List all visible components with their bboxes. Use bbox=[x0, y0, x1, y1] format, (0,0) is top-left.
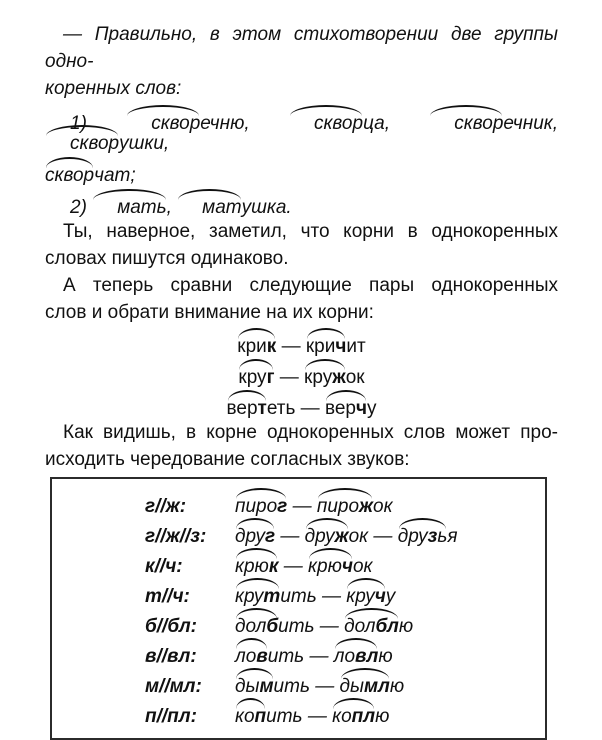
word-part: кру bbox=[346, 586, 375, 607]
alternating-letter: ж bbox=[334, 526, 349, 547]
alternating-letter: г bbox=[266, 367, 275, 388]
word-part: ечню bbox=[200, 113, 245, 134]
word-part: сквор bbox=[45, 165, 95, 186]
root-arc bbox=[344, 617, 399, 636]
root-arc bbox=[235, 587, 280, 606]
word-part: ок bbox=[373, 496, 393, 517]
text-line: слов и обрати внимание на их корни: bbox=[45, 302, 374, 323]
word-part: я bbox=[447, 526, 458, 547]
word bbox=[304, 367, 365, 388]
word bbox=[235, 616, 315, 637]
word-part: ь bbox=[437, 526, 448, 547]
root-arc bbox=[45, 166, 94, 186]
root-arc bbox=[235, 707, 266, 726]
alternation-row bbox=[145, 636, 541, 666]
word bbox=[344, 616, 413, 637]
word bbox=[235, 586, 317, 607]
alternation-label: т//ч: bbox=[145, 586, 190, 607]
text-line: крик — кричит bbox=[237, 336, 366, 357]
word-part: ца bbox=[363, 113, 385, 134]
alternation-words: пирог — пирожок bbox=[235, 496, 393, 517]
word-part: ло bbox=[333, 646, 356, 667]
word-part: ды bbox=[339, 676, 364, 697]
word bbox=[346, 586, 395, 607]
alternating-letter: т bbox=[263, 586, 281, 607]
alternating-letter: т bbox=[257, 398, 267, 419]
alternation-label: в//вл: bbox=[145, 646, 197, 667]
word-part: ить bbox=[267, 646, 305, 667]
word bbox=[237, 336, 276, 357]
word-part: крю bbox=[308, 556, 342, 577]
root-arc bbox=[334, 647, 379, 666]
word bbox=[235, 526, 275, 547]
word bbox=[235, 496, 287, 517]
root-arc bbox=[340, 677, 390, 696]
word bbox=[308, 556, 372, 577]
alternating-letter: ч bbox=[374, 586, 386, 607]
alternating-letter: ж bbox=[359, 496, 374, 517]
word-part: еть bbox=[266, 398, 296, 419]
word bbox=[340, 676, 405, 697]
alternation-label: к//ч: bbox=[145, 556, 183, 577]
word-part: ко bbox=[332, 706, 352, 727]
root-arc bbox=[332, 707, 375, 726]
word bbox=[332, 706, 389, 727]
alternation-label: г//ж: bbox=[145, 496, 187, 517]
word-part: чат bbox=[94, 165, 131, 186]
text-line: вертеть — верчу bbox=[226, 398, 377, 419]
word bbox=[45, 133, 164, 154]
root-arc bbox=[304, 368, 346, 388]
word bbox=[429, 113, 552, 134]
root-arc bbox=[308, 557, 353, 576]
word bbox=[289, 113, 385, 134]
word-part: ить bbox=[280, 586, 317, 607]
text-line: исходить чередование согласных звуков: bbox=[45, 449, 410, 470]
word-part: ю bbox=[375, 706, 390, 727]
text-line: Ты, наверное, заметил, что корни в однокоренных bbox=[63, 221, 558, 242]
word-part: ить bbox=[278, 616, 315, 637]
word-part: ок bbox=[345, 367, 365, 388]
word-part: ить bbox=[266, 706, 303, 727]
word-part: дру bbox=[235, 526, 265, 547]
paragraph-compare bbox=[45, 272, 558, 326]
word-part: ушка bbox=[241, 197, 287, 218]
word-part: кри bbox=[237, 336, 267, 357]
alternating-letter: пл bbox=[351, 706, 376, 727]
text-line: — Правильно, в этом стихотворении две группы одно- bbox=[45, 24, 558, 72]
alternation-row bbox=[145, 486, 541, 516]
alternation-row bbox=[145, 516, 541, 546]
root-arc bbox=[126, 114, 200, 134]
word-part: ю bbox=[398, 616, 414, 637]
word-part: сквор bbox=[313, 113, 364, 134]
root-arc bbox=[227, 399, 267, 419]
word bbox=[334, 646, 393, 667]
alternation-row bbox=[145, 696, 541, 726]
word-part: ить bbox=[273, 676, 310, 697]
alternation-row bbox=[145, 576, 541, 606]
word-part: дру bbox=[397, 526, 428, 547]
word-part: кру bbox=[238, 367, 267, 388]
word bbox=[398, 526, 458, 547]
alternation-words: ловить — ловлю bbox=[235, 646, 393, 667]
word bbox=[126, 113, 244, 134]
root-arc bbox=[429, 114, 503, 134]
root-arc bbox=[238, 368, 274, 388]
text-line: 2) мать, матушка. bbox=[70, 197, 292, 218]
word bbox=[305, 526, 369, 547]
paragraph-intro bbox=[45, 21, 558, 102]
root-arc bbox=[177, 198, 241, 218]
alternating-letter: вл bbox=[355, 646, 379, 667]
word bbox=[177, 197, 286, 218]
word-part: ок bbox=[352, 556, 373, 577]
word bbox=[235, 556, 278, 577]
word-part: кру bbox=[235, 586, 264, 607]
word-part: ды bbox=[235, 676, 260, 697]
root-arc bbox=[346, 587, 386, 606]
text-line: А теперь сравни следующие пары однокоренных bbox=[63, 275, 558, 296]
alternating-letter: ж bbox=[332, 367, 346, 388]
word-part: сквор bbox=[151, 113, 201, 134]
root-arc bbox=[235, 647, 268, 666]
alternation-words: крюк — крючок bbox=[235, 556, 373, 577]
word-part: вер bbox=[324, 398, 356, 419]
root-arc bbox=[289, 114, 363, 134]
text-line: 1) скворечню, скворца, скворечник, скворушки, bbox=[45, 102, 558, 154]
word-part: крю bbox=[235, 556, 269, 577]
word-part: дол bbox=[235, 616, 267, 637]
word-part: ло bbox=[235, 646, 257, 667]
alternating-letter: ч bbox=[341, 556, 353, 577]
alternation-row bbox=[145, 546, 541, 576]
word-part: у bbox=[366, 398, 377, 419]
word-part: кру bbox=[304, 367, 333, 388]
alternation-table bbox=[50, 477, 547, 740]
word-part: дру bbox=[304, 526, 335, 547]
paragraph-alternation bbox=[45, 419, 558, 473]
alternation-words: копить — коплю bbox=[235, 706, 390, 727]
root-arc bbox=[45, 134, 119, 154]
root-arc bbox=[235, 557, 278, 576]
word-part: вер bbox=[226, 398, 258, 419]
word-part: ю bbox=[378, 646, 393, 667]
paragraph-noticed bbox=[45, 218, 558, 272]
text-line: круг — кружок bbox=[238, 367, 365, 388]
alternation-words: друг — дружок — друзья bbox=[235, 526, 458, 547]
word-part: дол bbox=[344, 616, 376, 637]
word-part: мать bbox=[117, 197, 167, 218]
root-arc bbox=[235, 617, 278, 636]
alternation-row bbox=[145, 666, 541, 696]
root-arc bbox=[325, 399, 367, 419]
word-part: мат bbox=[202, 197, 242, 218]
word-part: сквор bbox=[70, 133, 120, 154]
alternating-letter: к bbox=[268, 556, 279, 577]
alternation-row bbox=[145, 606, 541, 636]
alternating-letter: в bbox=[256, 646, 268, 667]
root-arc bbox=[235, 527, 275, 546]
word-part: у bbox=[385, 586, 396, 607]
text-line: Как видишь, в корне однокоренных слов может про- bbox=[63, 422, 558, 443]
alternating-letter: ч bbox=[335, 336, 347, 357]
root-arc bbox=[317, 497, 373, 516]
cognate-word-groups bbox=[45, 102, 558, 218]
root-arc bbox=[235, 497, 287, 516]
word-part: ко bbox=[235, 706, 255, 727]
alternating-letter: бл bbox=[375, 616, 399, 637]
root-arc bbox=[398, 527, 448, 546]
root-arc bbox=[237, 337, 276, 357]
alternation-label: м//мл: bbox=[145, 676, 202, 697]
word bbox=[235, 676, 310, 697]
word bbox=[235, 706, 303, 727]
alternating-letter: ч bbox=[355, 398, 367, 419]
word-part: ит bbox=[346, 336, 366, 357]
alternation-label: б//бл: bbox=[145, 616, 197, 637]
alternation-words: дымить — дымлю bbox=[235, 676, 405, 697]
word-part: пиро bbox=[235, 496, 278, 517]
root-arc bbox=[235, 677, 274, 696]
alternating-letter: б bbox=[266, 616, 279, 637]
alternating-letter: г bbox=[277, 496, 288, 517]
word bbox=[317, 496, 393, 517]
word-part: пиро bbox=[316, 496, 360, 517]
word-part: кри bbox=[305, 336, 336, 357]
alternating-letter: г bbox=[264, 526, 276, 547]
alternating-letter: з bbox=[427, 526, 438, 547]
word-part: сквор bbox=[454, 113, 504, 134]
word-part: ю bbox=[389, 676, 405, 697]
root-arc bbox=[92, 198, 166, 218]
word bbox=[235, 646, 304, 667]
alternating-letter: п bbox=[254, 706, 267, 727]
word bbox=[92, 197, 166, 218]
word bbox=[45, 165, 130, 186]
text-line: словах пишутся одинаково. bbox=[45, 248, 289, 269]
root-arc bbox=[305, 527, 349, 546]
word bbox=[227, 398, 296, 419]
text-line: скворчат; bbox=[45, 165, 136, 186]
alternating-letter: м bbox=[259, 676, 274, 697]
alternation-words: долбить — долблю bbox=[235, 616, 414, 637]
text-line: коренных слов: bbox=[45, 78, 182, 99]
alternating-letter: к bbox=[266, 336, 277, 357]
alternation-words: крутить — кручу bbox=[235, 586, 396, 607]
alternation-label: п//пл: bbox=[145, 706, 197, 727]
alternating-letter: мл bbox=[363, 676, 390, 697]
word-part: ечник bbox=[503, 113, 553, 134]
word-part: ок bbox=[348, 526, 369, 547]
alternation-label: г//ж//з: bbox=[145, 526, 207, 547]
word bbox=[306, 336, 366, 357]
root-alternation-pairs bbox=[45, 326, 558, 419]
word-part: ушки bbox=[119, 133, 164, 154]
root-arc bbox=[306, 337, 347, 357]
word bbox=[238, 367, 274, 388]
word bbox=[325, 398, 377, 419]
